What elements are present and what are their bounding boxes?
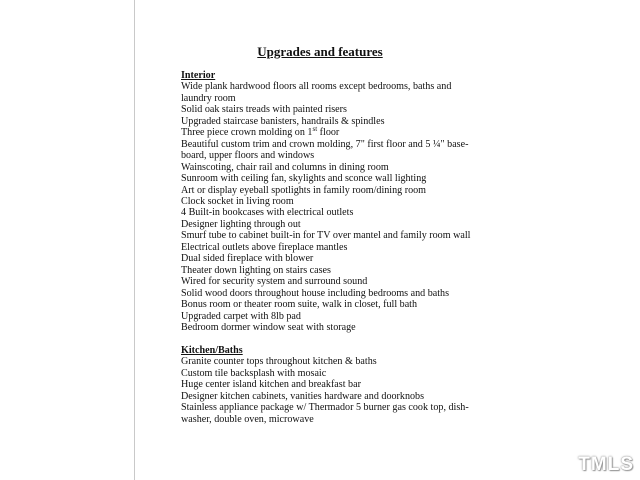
section-kitchen-baths (181, 345, 621, 425)
kitchen-baths-feature-list (181, 356, 621, 425)
feature-item: Bonus room or theater room suite, walk in closet, full bath (181, 299, 418, 311)
section-spacer (181, 333, 621, 344)
document-body (181, 70, 621, 425)
section-heading-interior: Interior (181, 70, 216, 81)
feature-item: board, upper floors and windows (181, 150, 315, 162)
feature-item: Bedroom dormer window seat with storage (181, 321, 356, 333)
document-title: Upgrades and features (257, 44, 383, 59)
feature-item: Stainless appliance package w/ Thermador 5 burner gas cook top, dish- (181, 402, 469, 414)
tmls-watermark-logo: TMLS (578, 454, 634, 475)
feature-item: Clock socket in living room (181, 195, 294, 207)
feature-item: Solid oak stairs treads with painted risers (181, 104, 347, 116)
feature-item: Beautiful custom trim and crown molding, 7" first floor and 5 ¼" base- (181, 138, 469, 150)
feature-item: Dual sided fireplace with blower (181, 253, 314, 265)
feature-item: Sunroom with ceiling fan, skylights and sconce wall lighting (181, 173, 427, 185)
feature-item: Wainscoting, chair rail and columns in dining room (181, 161, 389, 173)
feature-item: Wired for security system and surround sound (181, 276, 368, 288)
feature-item: Custom tile backsplash with mosaic (181, 367, 327, 379)
feature-item: Wide plank hardwood floors all rooms except bedrooms, baths and (181, 81, 452, 93)
margin-rule (134, 0, 135, 480)
feature-item: Electrical outlets above fireplace mantles (181, 241, 348, 253)
feature-item: Designer lighting through out (181, 218, 301, 230)
feature-item: Huge center island kitchen and breakfast bar (181, 379, 361, 391)
feature-item: washer, double oven, microwave (181, 413, 314, 425)
feature-item: Smurf tube to cabinet built-in for TV over mantel and family room wall (181, 230, 471, 242)
feature-item: Three piece crown molding on 1st floor (181, 125, 340, 139)
section-heading-kitchen-baths: Kitchen/Baths (181, 344, 243, 356)
feature-item: Solid wood doors throughout house including bedrooms and baths (181, 287, 450, 299)
section-interior (181, 70, 621, 333)
feature-item: laundry room (181, 92, 236, 104)
feature-item: Granite counter tops throughout kitchen & baths (181, 356, 377, 368)
interior-feature-list (181, 81, 621, 333)
feature-item: 4 Built-in bookcases with electrical outlets (181, 207, 354, 219)
feature-item: Designer kitchen cabinets, vanities hardware and doorknobs (181, 390, 425, 402)
feature-item: Upgraded staircase banisters, handrails & spindles (181, 115, 385, 127)
feature-item: Theater down lighting on stairs cases (181, 264, 331, 276)
feature-item: Art or display eyeball spotlights in family room/dining room (181, 184, 427, 196)
feature-item: Upgraded carpet with 8lb pad (181, 310, 301, 322)
